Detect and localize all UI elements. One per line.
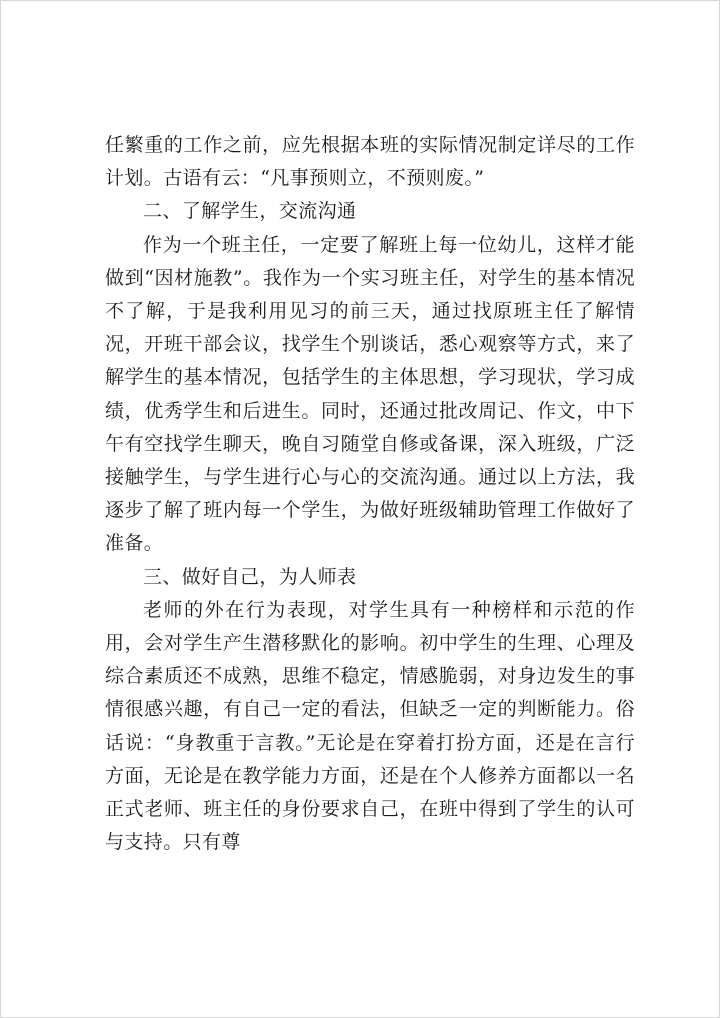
- paragraph-continuation: 任繁重的工作之前，应先根据本班的实际情况制定详尽的工作计划。古语有云：“凡事预则立，不预则废。”: [105, 134, 635, 190]
- section-heading-role-model: 三、做好自己，为人师表: [143, 565, 357, 588]
- paragraph-understand-students: 作为一个班主任，一定要了解班上每一位幼儿，这样才能做到“因材施教”。我作为一个实习班主任，对学生的基本情况不了解，于是我利用见习的前三天，通过找原班主任了解情况，开班干部会议，找学生个别谈话，悉心观察等方式，来了解学生的基本情况，包括学生的主体思想，学习现状，学习成绩，优秀学生和后进生。同时，还通过批改周记、作文，中下午有空找学生聊天，晚自习随堂自修或备课，深入班级，广泛接触学生，与学生进行心与心的交流沟通。通过以上方法，我逐步了解了班内每一个学生，为做好班级辅助管理工作做好了准备。: [105, 233, 635, 555]
- section-heading-understand-students: 二、了解学生，交流沟通: [143, 200, 357, 223]
- paragraph-role-model: 老师的外在行为表现，对学生具有一种榜样和示范的作用，会对学生产生潜移默化的影响。初中学生的生理、心理及综合素质还不成熟，思维不稳定，情感脆弱，对身边发生的事情很感兴趣，有自己一定的看法，但缺乏一定的判断能力。俗话说：“身教重于言教。”无论是在穿着打扮方面，还是在言行方面，无论是在教学能力方面，还是在个人修养方面都以一名正式老师、班主任的身份要求自己，在班中得到了学生的认可与支持。只有尊: [105, 598, 635, 854]
- document-body: [105, 129, 635, 859]
